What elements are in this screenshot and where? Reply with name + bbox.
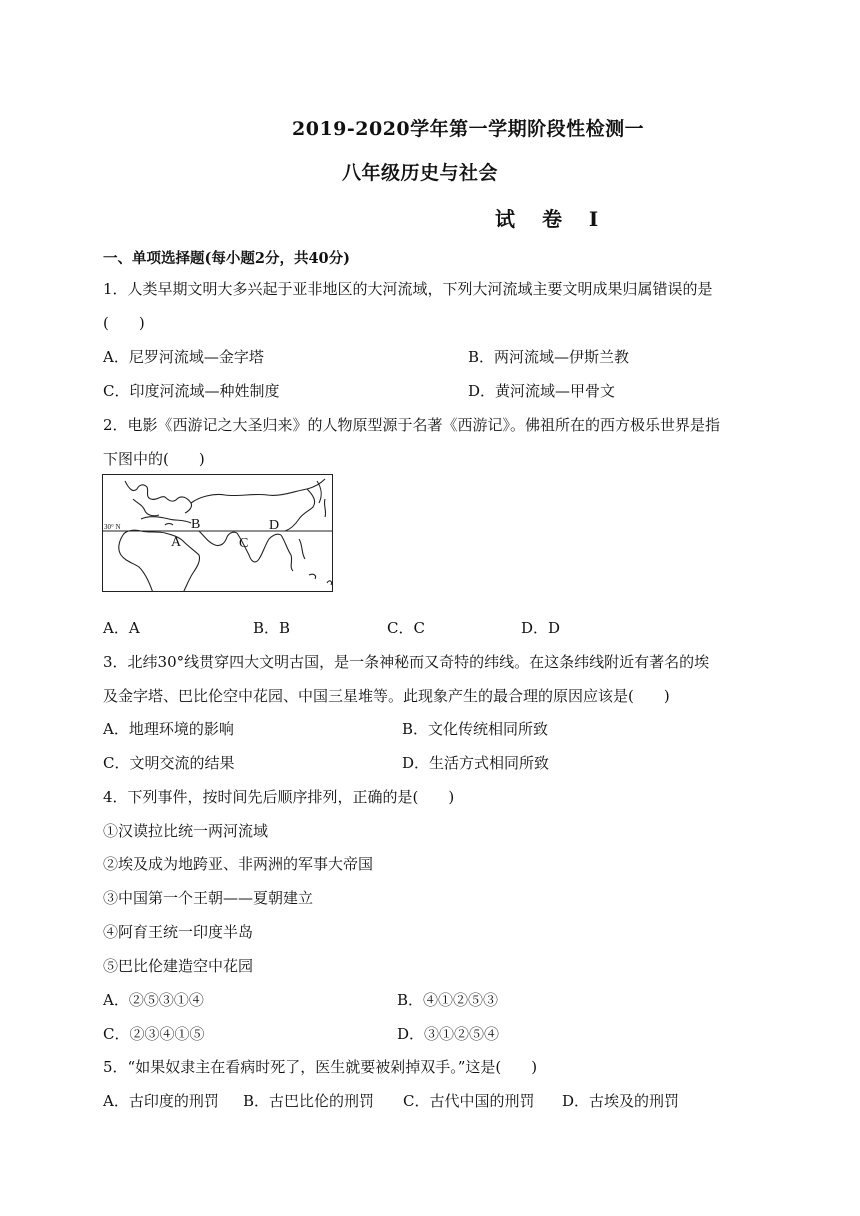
q2-option-b: B．B (253, 619, 291, 637)
q3-stem-line2: 及金字塔、巴比伦空中花园、中国三星堆等。此现象产生的最合理的原因应该是( ) (103, 687, 670, 705)
q3-option-a: A．地理环境的影响 (103, 720, 234, 738)
q5-stem: 5．“如果奴隶主在看病时死了，医生就要被剁掉双手。”这是( ) (103, 1058, 538, 1076)
q5-option-c: C．古代中国的刑罚 (403, 1092, 535, 1110)
q5-option-b: B．古巴比伦的刑罚 (243, 1092, 375, 1110)
q4-option-b: B．④①②⑤③ (397, 991, 499, 1009)
q4-item-1: ①汉谟拉比统一两河流域 (103, 822, 269, 840)
q4-item-5: ⑤巴比伦建造空中花园 (103, 957, 254, 975)
q5-option-d: D．古埃及的刑罚 (562, 1092, 680, 1110)
q4-stem: 4．下列事件，按时间先后顺序排列，正确的是( ) (103, 788, 455, 806)
exam-paper-label: 试 卷 Ⅰ (495, 207, 609, 231)
q1-option-d: D．黄河流域—甲骨文 (468, 382, 616, 400)
q4-item-3: ③中国第一个王朝——夏朝建立 (103, 889, 314, 907)
q4-option-c: C．②③④①⑤ (103, 1025, 205, 1043)
q4-item-4: ④阿育王统一印度半岛 (103, 923, 254, 941)
q5-option-a: A．古印度的刑罚 (103, 1092, 219, 1110)
q2-stem-line1: 2．电影《西游记之大圣归来》的人物原型源于名著《西游记》。佛祖所在的西方极乐世界是指 (103, 416, 721, 434)
q2-option-d: D．D (521, 619, 561, 637)
q4-option-d: D．③①②⑤④ (397, 1025, 500, 1043)
exam-title: 2019-2020学年第一学期阶段性检测一 (292, 118, 645, 140)
q1-stem-line2: ( ) (103, 314, 145, 332)
q2-map-figure (102, 474, 333, 592)
map-label-d: D (269, 518, 280, 533)
q3-stem-line1: 3．北纬30°线贯穿四大文明古国，是一条神秘而又奇特的纬线。在这条纬线附近有著名的埃 (103, 653, 710, 671)
q2-option-c: C．C (387, 619, 425, 637)
q1-stem-line1: 1．人类早期文明大多兴起于亚非地区的大河流域，下列大河流域主要文明成果归属错误的是 (103, 280, 713, 298)
q1-option-a: A．尼罗河流域—金字塔 (103, 348, 264, 366)
q2-stem-line2: 下图中的( ) (103, 450, 205, 468)
q3-option-b: B．文化传统相同所致 (402, 720, 549, 738)
map-label-c: C (239, 536, 249, 551)
world-map-sketch (103, 475, 333, 592)
map-label-b: B (191, 517, 201, 532)
q4-option-a: A．②⑤③①④ (103, 991, 204, 1009)
latitude-label: 30° N (104, 523, 121, 531)
q1-option-c: C．印度河流域—种姓制度 (103, 382, 280, 400)
q1-option-b: B．两河流域—伊斯兰教 (468, 348, 630, 366)
q3-option-c: C．文明交流的结果 (103, 754, 235, 772)
section-heading: 一、单项选择题(每小题2分，共40分) (103, 250, 350, 267)
q3-option-d: D．生活方式相同所致 (402, 754, 550, 772)
q4-item-2: ②埃及成为地跨亚、非两洲的军事大帝国 (103, 855, 374, 873)
exam-subject: 八年级历史与社会 (342, 162, 499, 184)
map-label-a: A (171, 535, 182, 550)
q2-option-a: A．A (103, 619, 140, 637)
